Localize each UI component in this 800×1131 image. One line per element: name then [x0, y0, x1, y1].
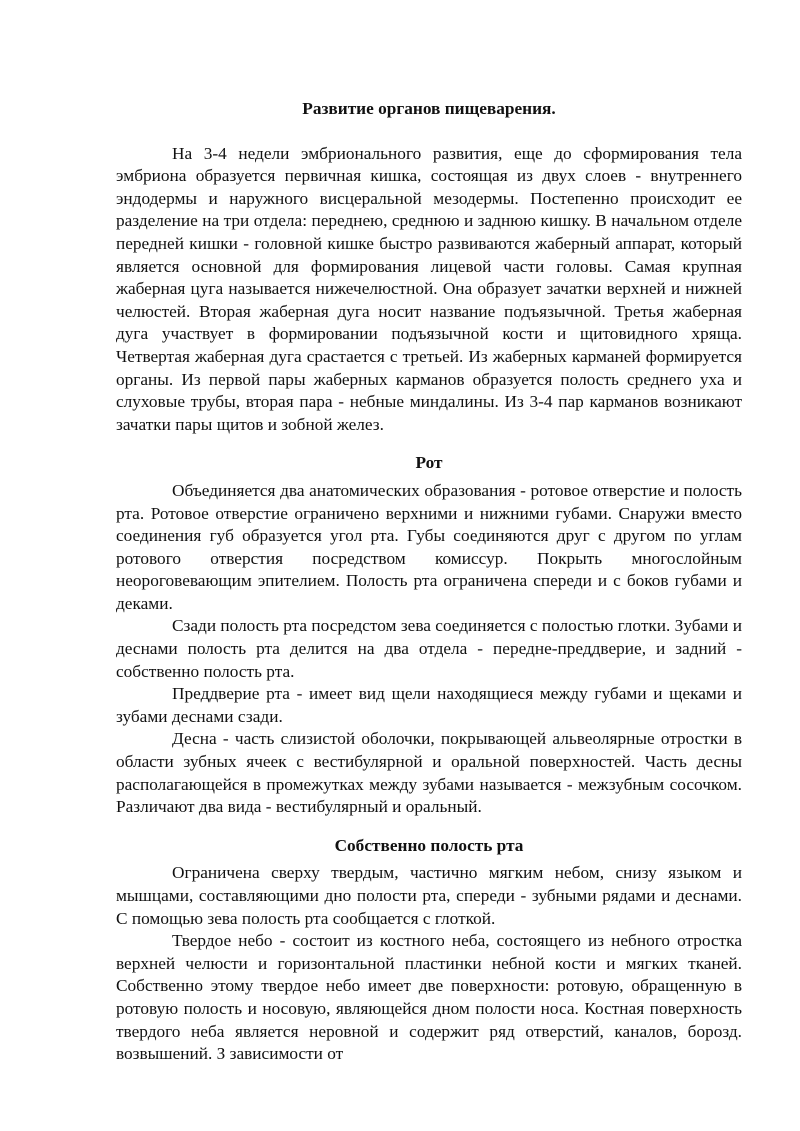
section-heading-oral-cavity: Собственно полость рта — [334, 835, 524, 855]
intro-paragraph: На 3-4 недели эмбрионального развития, еще до сформирования тела эмбриона образуется первичная кишка, состоящая из двух слоев - внутреннего эндодермы и наружного висцеральной мезодермы. Постепенно происходит ее разделение на три отдела: переднею, среднюю и заднюю кишку. В начальном отделе передней кишки - головной кишке быстро развиваются жаберный аппарат, который является основной для формирования лицевой части головы. Самая крупная жаберная цуга называется нижечелюстной. Она образует зачатки верхней и нижней челюстей. Вторая жаберная дуга носит название подъязычной. Третья жаберная дуга участвует в формировании подъязычной кости и щитовидного хряща. Четвертая жаберная дуга срастается с третьей. Из жаберных карманей формируется органы. Из первой пары жаберных карманов образуется полость среднего уха и слуховые трубы, вторая пара - небные миндалины. Из 3-4 пар карманов возникают зачатки пары щитов и зобной желез. — [116, 143, 742, 434]
mouth-paragraph: Сзади полость рта посредстом зева соединяется с полостью глотки. Зубами и деснами полость рта делится на два отдела - передне-преддверие, и задний - собственно полость рта. — [116, 616, 742, 681]
oral-cavity-paragraph: Твердое небо - состоит из костного неба, состоящего из небного отростка верхней челюсти и горизонтальной пластинки небной кости и мягких тканей. Собственно этому твердое небо имеет две поверхности: ротовую, обращенную в ротовую полость и носовую, являющейся дном полости носа. Костная поверхность твердого неба является неровной и содержит ряд отверстий, каналов, борозд. возвышений. З зависимости от — [116, 931, 742, 1064]
section-heading-mouth: Рот — [415, 453, 443, 473]
mouth-paragraph: Объединяется два анатомических образования - ротовое отверстие и полость рта. Ротовое отверстие ограничено верхними и нижними губами. Снаружи вместо соединения губ образуется угол рта. Губы соединяются друг с другом по углам ротового отверстия посредством комиссур. Покрыть многослойным неороговевающим эпителием. Полость рта ограничена спереди и с боков губами и деками. — [116, 480, 742, 613]
document-page — [116, 98, 742, 1066]
oral-cavity-paragraph: Ограничена сверху твердым, частично мягким небом, снизу языком и мышцами, составляющими дно полости рта, спереди - зубными рядами и деснами. С помощью зева полость рта сообщается с глоткой. — [116, 863, 742, 928]
document-title: Развитие органов пищеварения. — [302, 99, 556, 118]
mouth-paragraph: Преддверие рта - имеет вид щели находящиеся между губами и щеками и зубами деснами сзади. — [116, 684, 742, 726]
mouth-paragraph: Десна - часть слизистой оболочки, покрывающей альвеолярные отростки в области зубных ячеек с вестибулярной и оральной поверхностей. Часть десны располагающейся в промежутках между зубами называется - межзубным сосочком. Различают два вида - вестибулярный и оральный. — [116, 729, 742, 817]
